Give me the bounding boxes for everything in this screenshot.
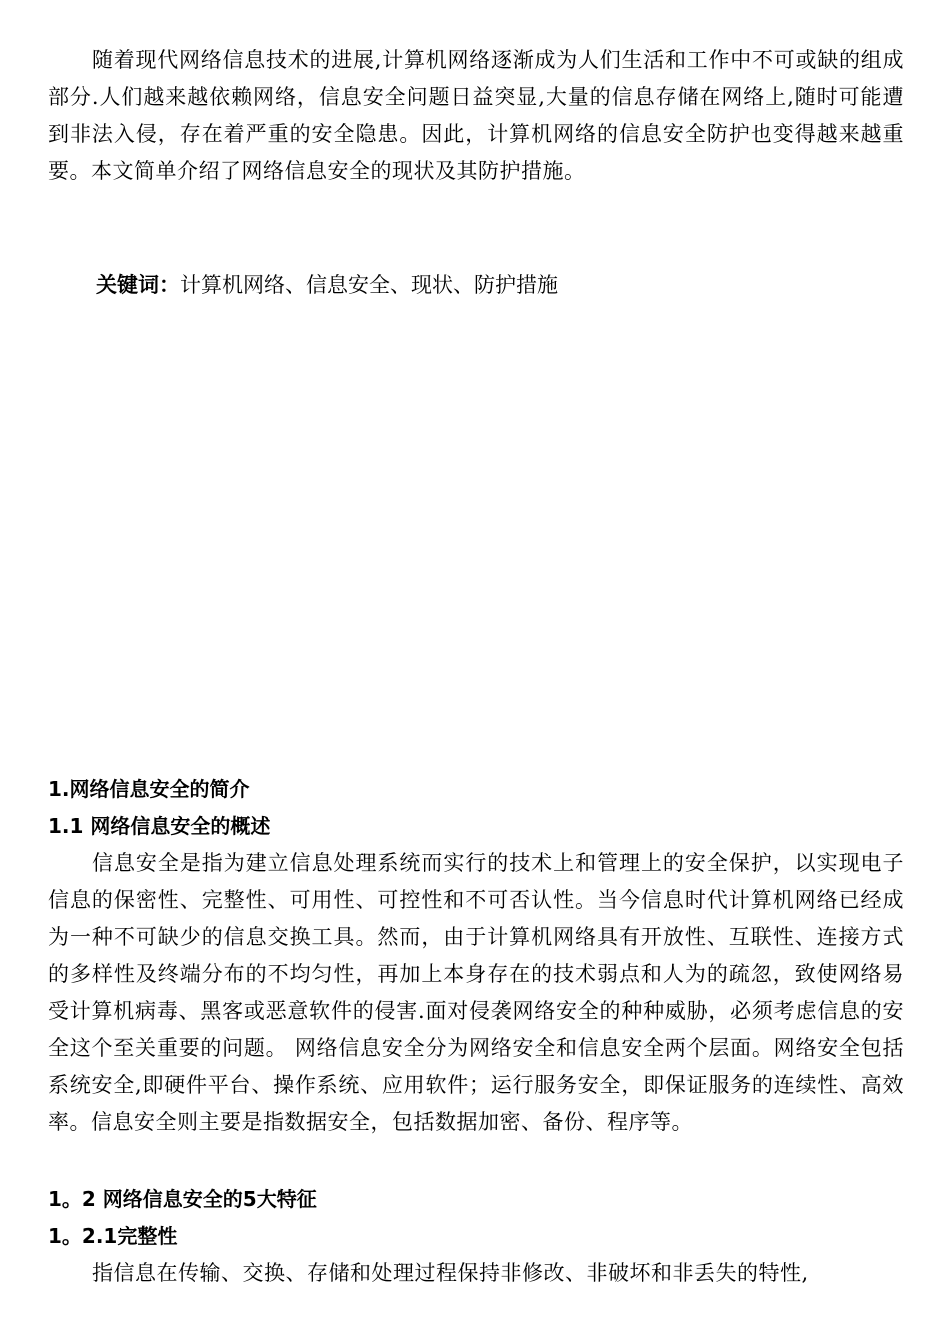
section-1-2-heading: 1。2 网络信息安全的5大特征 — [48, 1187, 317, 1211]
keywords-value: 计算机网络、信息安全、现状、防护措施 — [180, 273, 558, 297]
section-1-1-heading: 1.1 网络信息安全的概述 — [48, 814, 271, 838]
section-1-2-1-heading: 1。2.1完整性 — [48, 1224, 178, 1248]
section-1-heading: 1.网络信息安全的简介 — [48, 777, 250, 801]
keywords-label: 关键词： — [96, 272, 180, 297]
section-1-1-body: 信息安全是指为建立信息处理系统而实行的技术上和管理上的安全保护，以实现电子信息的保密性、完整性、可用性、可控性和不可否认性。当今信息时代计算机网络已经成为一种不可缺少的信息交换工具。然而，由于计算机网络具有开放性、互联性、连接方式的多样性及终端分布的不均匀性，再加上本身存在的技术弱点和人为的疏忽，致使网络易受计算机病毒、黑客或恶意软件的侵害.面对侵袭网络安全的种种威胁，必须考虑信息的安全这个至关重要的问题。 网络信息安全分为网络安全和信息安全两个层面。网络安全包括系统安全,即硬件平台、操作系统、应用软件；运行服务安全，即保证服务的连续性、高效率。信息安全则主要是指数据安全，包括数据加密、备份、程序等。 — [48, 851, 904, 1134]
section-1-2-1-body: 指信息在传输、交换、存储和处理过程保持非修改、非破坏和非丢失的特性, — [92, 1261, 809, 1285]
abstract-paragraph: 随着现代网络信息技术的进展,计算机网络逐渐成为人们生活和工作中不可或缺的组成部分.人们越来越依赖网络，信息安全问题日益突显,大量的信息存储在网络上,随时可能遭到非法入侵，存在着严重的安全隐患。因此，计算机网络的信息安全防护也变得越来越重要。本文简单介绍了网络信息安全的现状及其防护措施。 — [48, 48, 905, 183]
keywords-line — [96, 266, 558, 304]
